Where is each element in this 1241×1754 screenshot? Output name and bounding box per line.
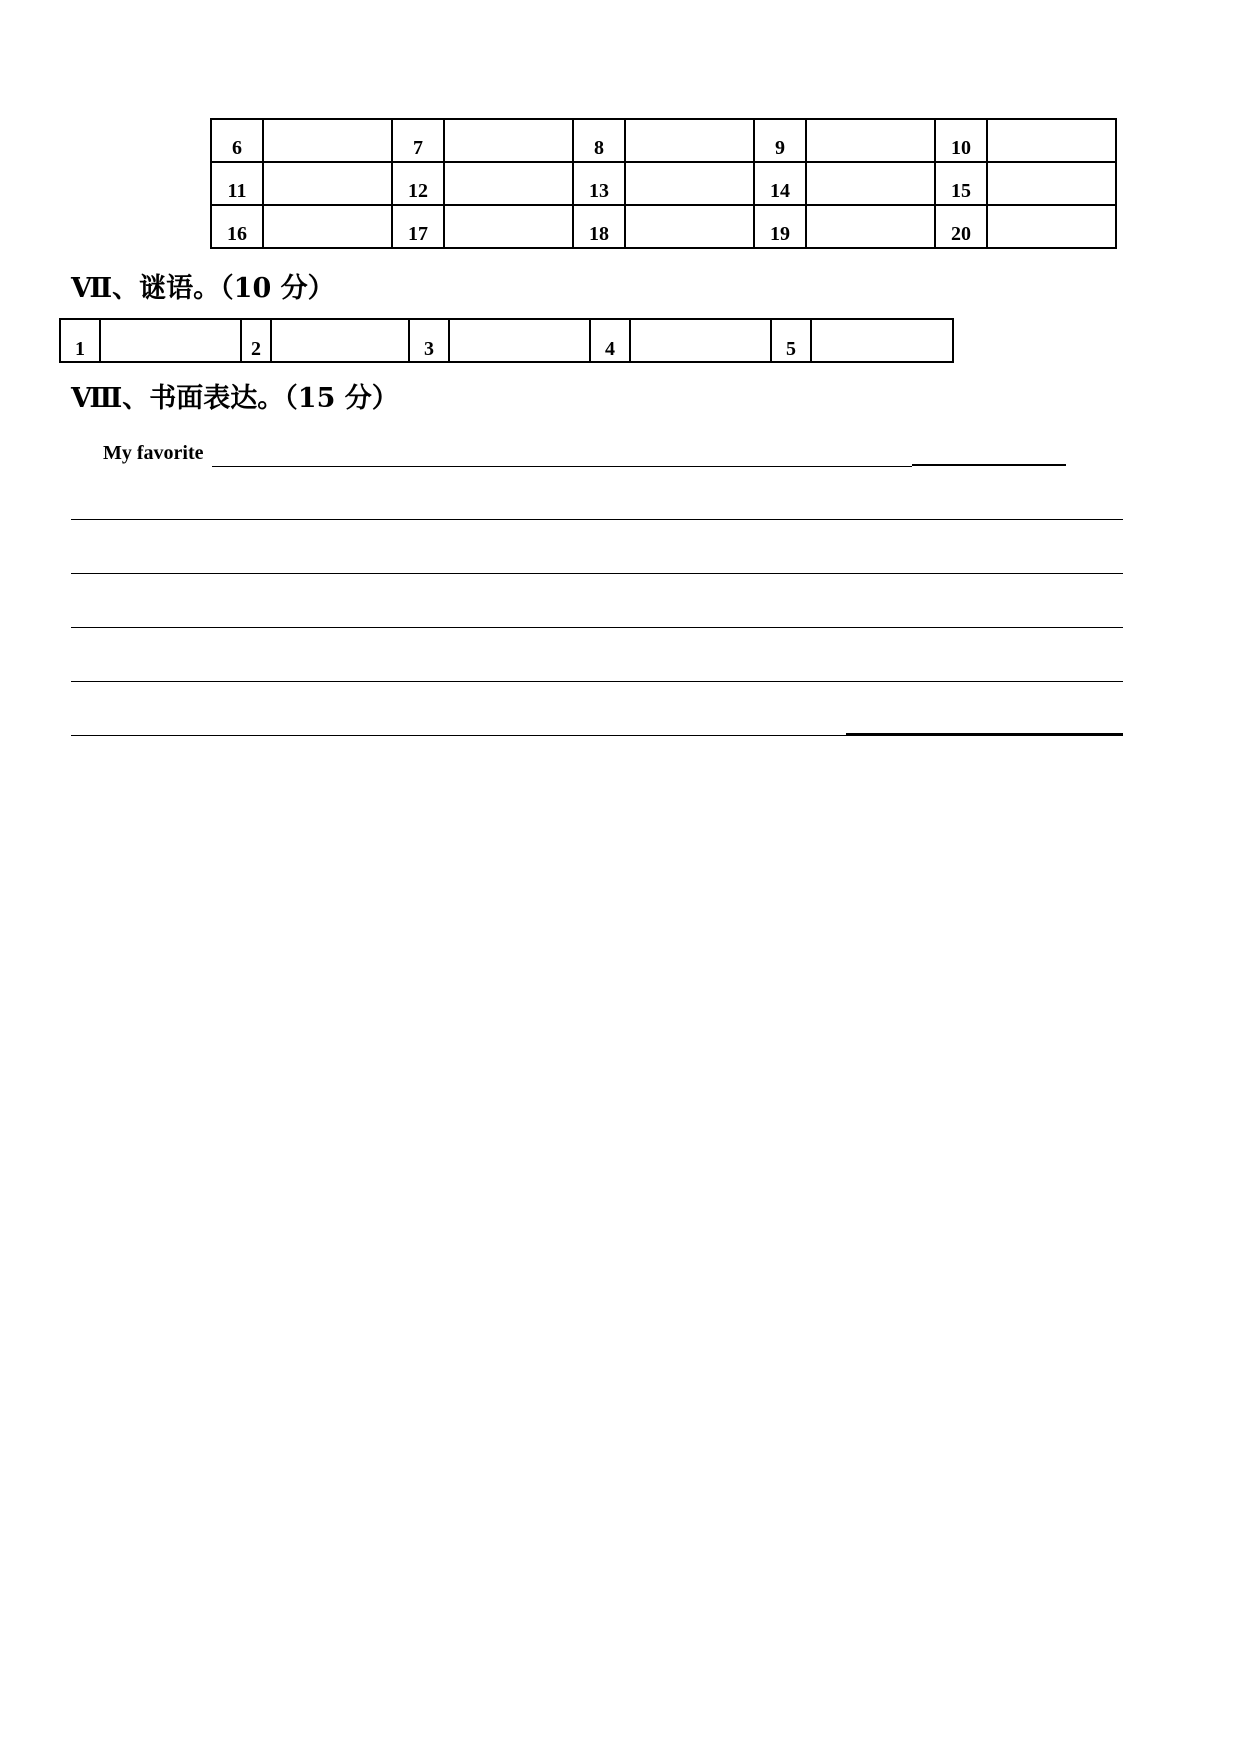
writing-line[interactable] — [71, 573, 1123, 574]
answer-cell[interactable] — [806, 205, 935, 248]
question-number: 16 — [211, 205, 263, 248]
answer-cell[interactable] — [987, 162, 1116, 205]
riddle-number: 1 — [60, 319, 100, 362]
answer-cell[interactable] — [444, 162, 573, 205]
question-number: 15 — [935, 162, 987, 205]
writing-line[interactable] — [71, 519, 1123, 520]
table-row — [211, 205, 1116, 248]
title-blank-line[interactable] — [212, 466, 912, 467]
question-number: 14 — [754, 162, 806, 205]
answer-cell[interactable] — [806, 162, 935, 205]
answer-cell[interactable] — [806, 119, 935, 162]
answer-cell[interactable] — [444, 205, 573, 248]
answer-cell[interactable] — [987, 119, 1116, 162]
writing-line[interactable] — [71, 735, 1123, 736]
table-row — [211, 162, 1116, 205]
question-number: 7 — [392, 119, 444, 162]
writing-line[interactable] — [71, 681, 1123, 682]
answer-cell[interactable] — [987, 205, 1116, 248]
answer-cell[interactable] — [271, 319, 409, 362]
answer-cell[interactable] — [263, 162, 392, 205]
section-7-title: Ⅶ、谜语。（10 分） — [71, 273, 335, 304]
answer-cell[interactable] — [811, 319, 953, 362]
writing-prompt: My favorite — [103, 442, 204, 464]
question-number: 9 — [754, 119, 806, 162]
question-number: 20 — [935, 205, 987, 248]
riddle-number: 5 — [771, 319, 811, 362]
question-number: 19 — [754, 205, 806, 248]
title-blank-line-end — [912, 464, 1066, 466]
question-number: 6 — [211, 119, 263, 162]
riddle-number: 4 — [590, 319, 630, 362]
table-row — [60, 319, 953, 362]
question-number: 11 — [211, 162, 263, 205]
answer-cell[interactable] — [449, 319, 590, 362]
riddle-number: 2 — [241, 319, 271, 362]
question-number: 18 — [573, 205, 625, 248]
answer-cell[interactable] — [263, 119, 392, 162]
table-row — [211, 119, 1116, 162]
answer-cell[interactable] — [263, 205, 392, 248]
riddle-number: 3 — [409, 319, 449, 362]
question-number: 10 — [935, 119, 987, 162]
question-number: 12 — [392, 162, 444, 205]
answer-cell[interactable] — [625, 162, 754, 205]
answer-grid — [210, 118, 1117, 249]
answer-cell[interactable] — [625, 205, 754, 248]
signature-line — [846, 733, 1123, 735]
question-number: 17 — [392, 205, 444, 248]
writing-line[interactable] — [71, 627, 1123, 628]
section-8-title: Ⅷ、书面表达。（15 分） — [71, 383, 399, 414]
question-number: 8 — [573, 119, 625, 162]
question-number: 13 — [573, 162, 625, 205]
answer-cell[interactable] — [625, 119, 754, 162]
answer-cell[interactable] — [444, 119, 573, 162]
riddle-answer-grid — [59, 318, 954, 363]
answer-cell[interactable] — [630, 319, 771, 362]
answer-cell[interactable] — [100, 319, 241, 362]
